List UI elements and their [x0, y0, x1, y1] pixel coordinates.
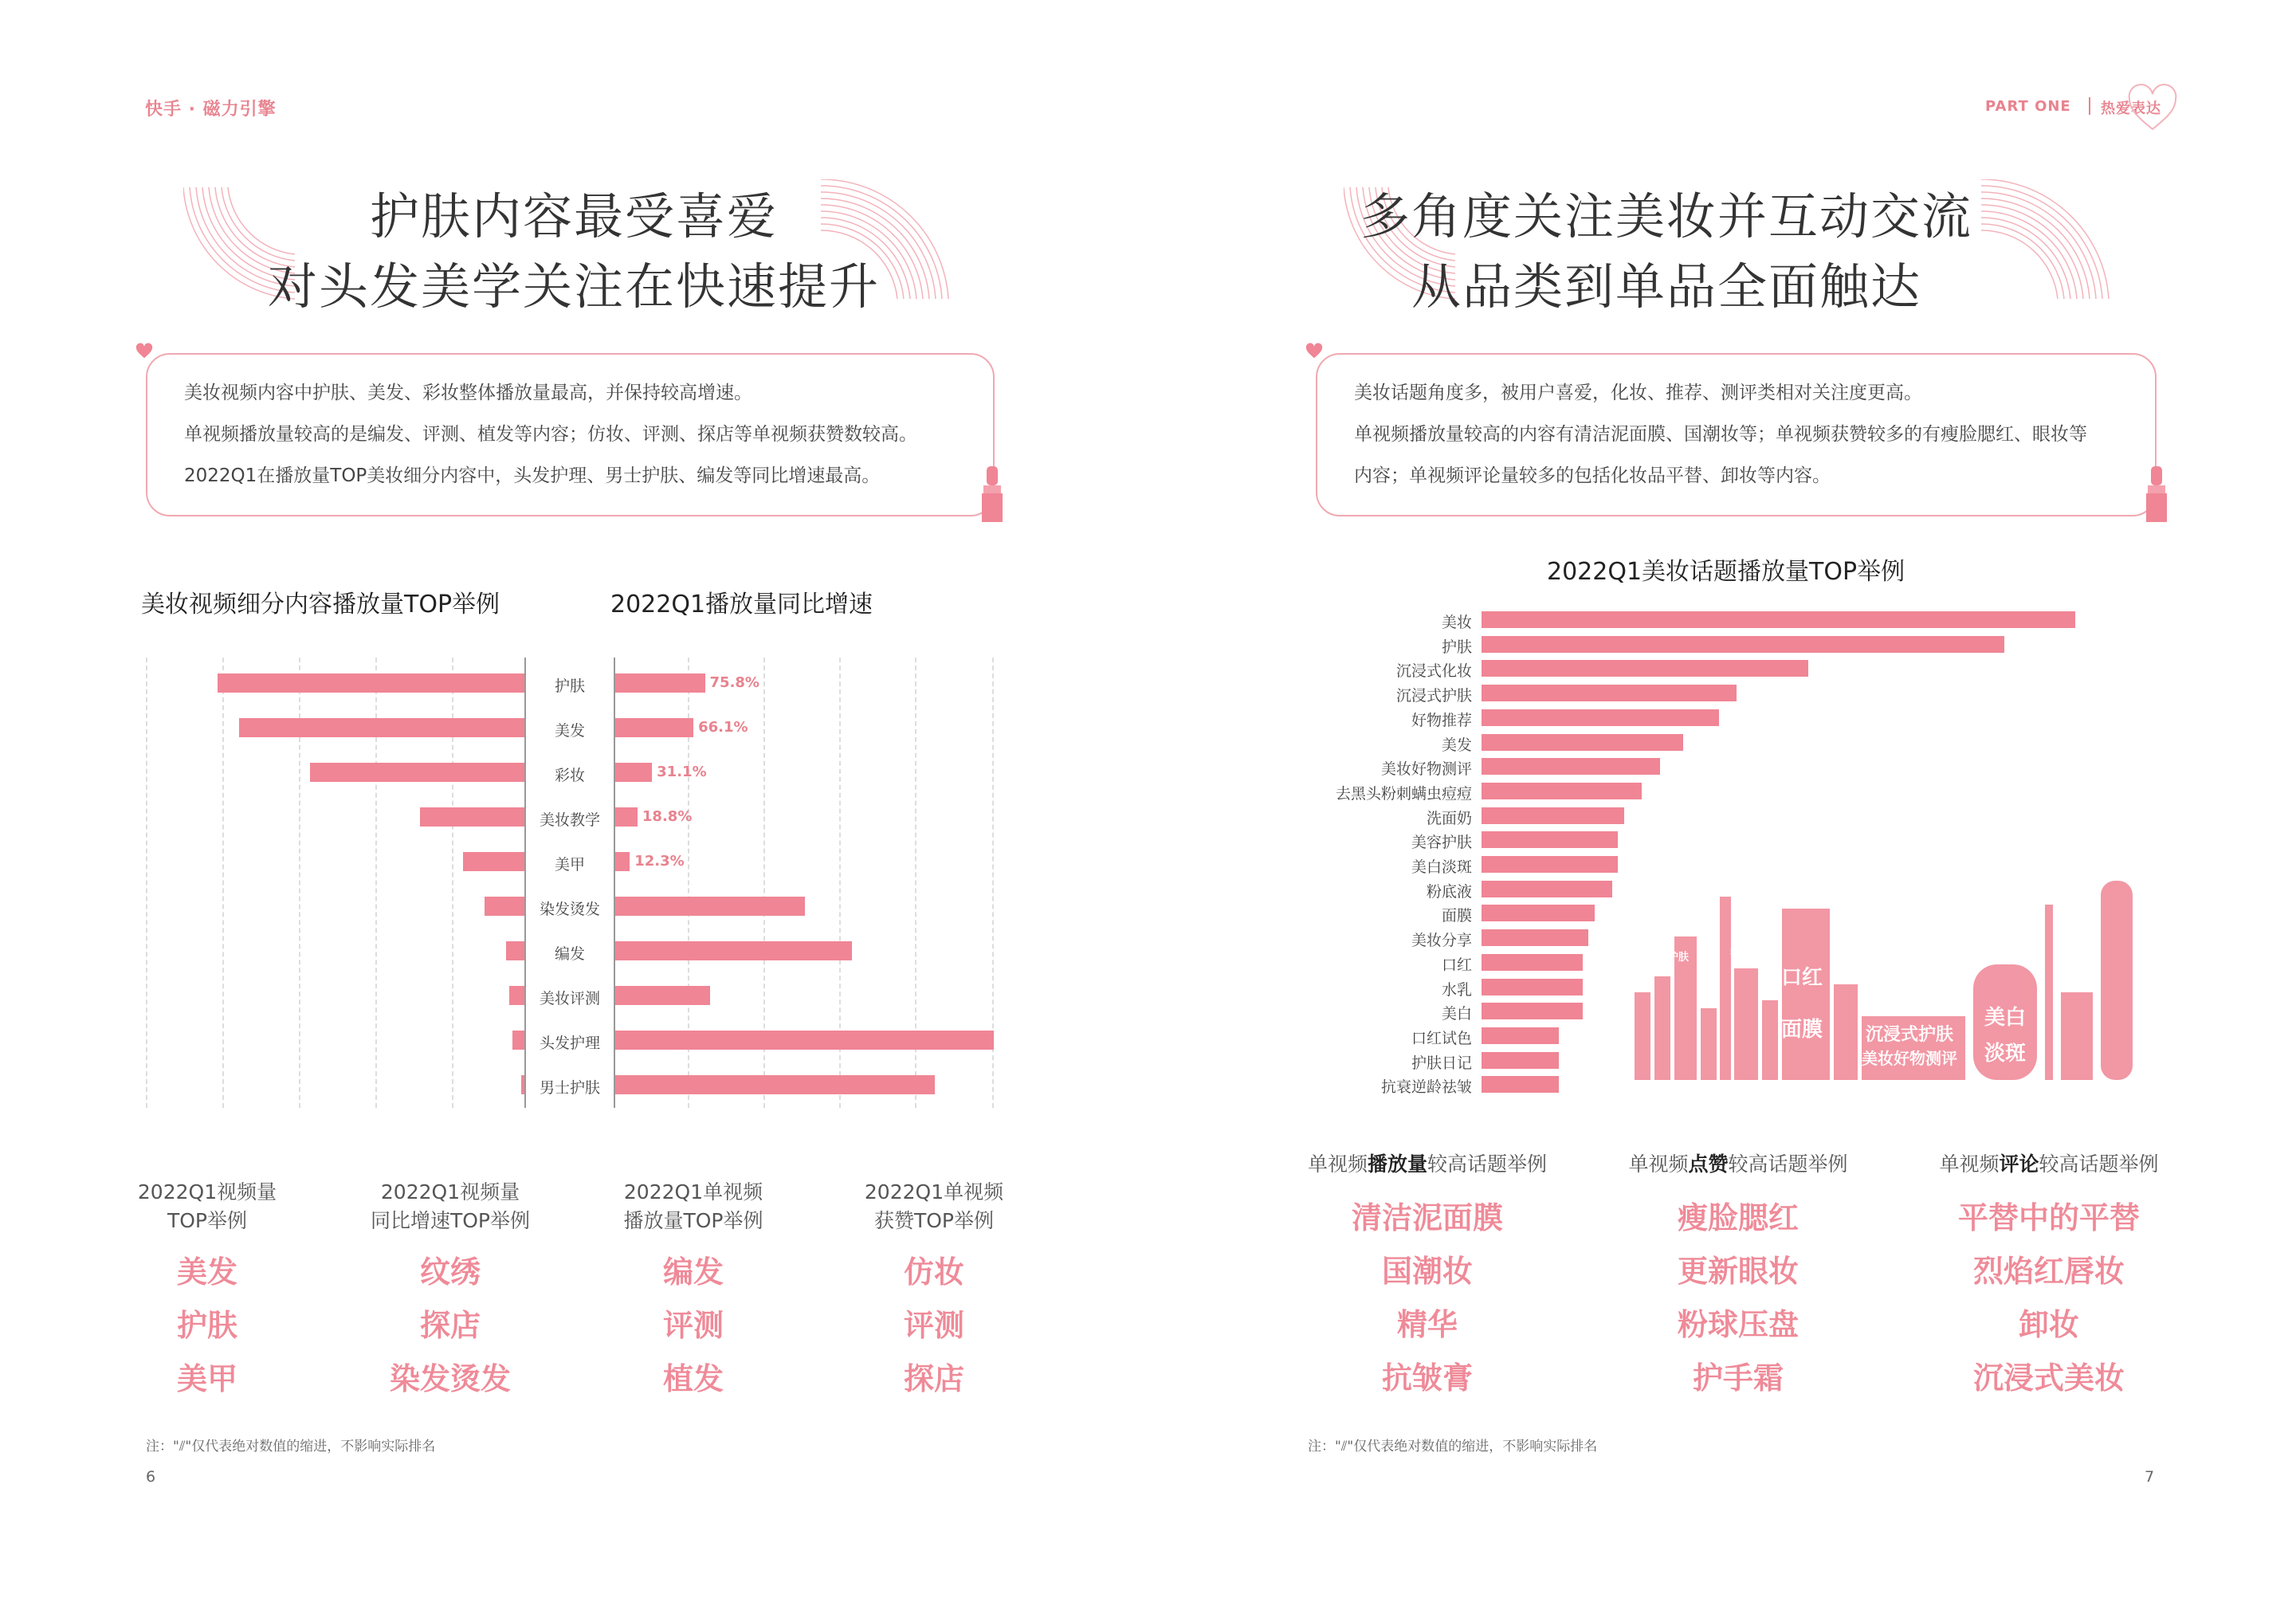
- category-label: 男士护肤: [539, 1079, 600, 1097]
- bar: [1482, 979, 1583, 995]
- bar: [1482, 1027, 1559, 1044]
- list-heading-pre: 单视频: [1307, 1152, 1368, 1176]
- category-label: 水乳: [1441, 980, 1472, 999]
- wordcloud-word: 面膜: [1780, 1018, 1823, 1042]
- list-heading: [1579, 1150, 1898, 1179]
- kuaishou-logo: 快手 · 磁力引擎: [145, 100, 277, 120]
- summary-line: 美妆话题角度多，被用户喜爱，化妆、推荐、测评类相对关注度更高。: [1354, 383, 1922, 403]
- data-label: 31.1%: [657, 764, 707, 780]
- category-label: 美容护肤: [1411, 834, 1472, 852]
- page-title-line1: 护肤内容最受喜爱: [369, 187, 778, 245]
- list-item: 瘦脸腮红: [1677, 1200, 1799, 1235]
- chart-left-title: 美妆视频细分内容播放量TOP举例: [141, 591, 500, 618]
- list-item: 纹绣: [419, 1255, 481, 1290]
- list-item: 美发: [176, 1255, 237, 1290]
- bar-left: [463, 852, 524, 871]
- list-item: 沉浸式美妆: [1972, 1361, 2125, 1396]
- list-heading: 同比增速TOP举例: [370, 1209, 531, 1232]
- list-heading-post: 较高话题举例: [1728, 1152, 1848, 1176]
- list-item: 美甲: [176, 1361, 237, 1396]
- summary-line: 单视频播放量较高的内容有清洁泥面膜、国潮妆等；单视频获赞较多的有瘦脸腮红、眼妆等: [1354, 424, 2087, 445]
- category-label: 护肤: [554, 677, 585, 695]
- list-item: 探店: [419, 1308, 481, 1343]
- list-item: 仿妆: [903, 1255, 964, 1290]
- list-heading: [1268, 1150, 1587, 1179]
- bar: [1482, 1003, 1583, 1019]
- category-label: 美妆分享: [1411, 932, 1472, 950]
- page-number: 7: [2145, 1468, 2155, 1486]
- bar: [1482, 709, 1719, 726]
- wordcloud-word: 沉浸式护肤: [1865, 1025, 1954, 1045]
- bar: [1482, 1052, 1559, 1069]
- list-item: 烈焰红唇妆: [1972, 1254, 2125, 1289]
- bar-left: [239, 718, 524, 737]
- bar-right: [615, 763, 652, 782]
- list-heading: 2022Q1视频量: [137, 1180, 277, 1204]
- category-label: 美妆: [1441, 614, 1472, 631]
- list-item: 编发: [662, 1255, 724, 1290]
- list-heading: 获赞TOP举例: [873, 1209, 995, 1232]
- right-page: [1148, 0, 2296, 1606]
- bar-right: [615, 718, 693, 737]
- list-item: 染发烫发: [389, 1361, 511, 1396]
- list-item: 更新眼妆: [1677, 1254, 1799, 1289]
- list-item: 评测: [662, 1308, 724, 1343]
- bar: [1482, 856, 1618, 873]
- list-heading-post: 较高话题举例: [2039, 1152, 2159, 1176]
- category-label: 口红试色: [1411, 1029, 1472, 1047]
- summary-line: 单视频播放量较高的是编发、评测、植发等内容；仿妆、评测、探店等单视频获赞数较高。: [184, 424, 917, 445]
- list-heading: 2022Q1单视频: [864, 1180, 1004, 1204]
- chart-title: 2022Q1美妆话题播放量TOP举例: [1547, 558, 1905, 586]
- category-label: 美发: [1441, 736, 1472, 754]
- bar-right: [615, 807, 638, 827]
- bar: [1482, 1076, 1559, 1093]
- gridline: [146, 658, 147, 1108]
- wordcloud-word: 美妆好物测评: [1862, 1049, 1957, 1068]
- list-heading-bold: 播放量: [1367, 1152, 1427, 1176]
- bar-right: [615, 1031, 994, 1050]
- gridline: [222, 658, 224, 1108]
- bar: [1482, 954, 1583, 971]
- part-label: PART ONE: [1985, 98, 2071, 115]
- category-label: 美甲: [554, 856, 585, 874]
- bar-left: [485, 897, 524, 916]
- category-label: 去黑头粉刺螨虫痘痘: [1335, 784, 1472, 803]
- category-label: 美妆教学: [539, 811, 600, 829]
- bar: [1482, 758, 1660, 775]
- summary-line: 2022Q1在播放量TOP美妆细分内容中，头发护理、男士护肤、编发等同比增速最高。: [184, 465, 881, 486]
- category-label: 粉底液: [1426, 882, 1472, 901]
- list-item: 国潮妆: [1381, 1254, 1473, 1289]
- list-heading: TOP举例: [167, 1209, 248, 1232]
- category-label: 洗面奶: [1426, 809, 1472, 827]
- list-item: 精华: [1396, 1307, 1458, 1342]
- list-item: 清洁泥面膜: [1351, 1200, 1503, 1235]
- page-title-line2: 从品类到单品全面触达: [1411, 257, 1921, 316]
- category-label: 好物推荐: [1411, 711, 1472, 729]
- data-label: 66.1%: [698, 719, 748, 736]
- wordcloud-word: 淡斑: [1984, 1042, 2027, 1066]
- category-label: 头发护理: [539, 1035, 600, 1052]
- list-item: 探店: [903, 1361, 964, 1396]
- list-item: 平替中的平替: [1957, 1200, 2140, 1235]
- bar-right: [615, 897, 805, 916]
- list-item: 抗皱膏: [1381, 1361, 1473, 1396]
- summary-line: 美妆视频内容中护肤、美发、彩妆整体播放量最高，并保持较高增速。: [184, 383, 752, 403]
- category-label: 护肤: [1441, 638, 1472, 656]
- list-heading-post: 较高话题举例: [1427, 1152, 1548, 1176]
- page-title-line1: 多角度关注美妆并互动交流: [1360, 187, 1972, 245]
- data-label: 12.3%: [634, 853, 685, 870]
- list-heading: 2022Q1单视频: [623, 1180, 763, 1204]
- bar-left: [506, 941, 524, 960]
- bar-right: [615, 673, 705, 693]
- wordcloud-word: 口红: [1780, 966, 1823, 990]
- bar-left: [512, 1031, 524, 1050]
- bar-left: [218, 673, 524, 693]
- category-label: 抗衰逆龄祛皱: [1380, 1078, 1472, 1097]
- list-item: 护肤: [176, 1308, 237, 1343]
- list-item: 植发: [662, 1361, 724, 1396]
- bar-right: [615, 941, 852, 960]
- bar: [1482, 905, 1595, 921]
- bar: [1482, 881, 1612, 897]
- list-item: 评测: [903, 1308, 964, 1343]
- wordcloud-skyline: [1631, 873, 2149, 1088]
- bar-left: [310, 763, 525, 782]
- category-label: 美妆好物测评: [1380, 760, 1472, 779]
- left-bar-chart: [0, 0, 1148, 1116]
- bar-left: [420, 807, 524, 827]
- wordcloud-word: 护肤: [1667, 952, 1690, 964]
- list-heading-bold: 点赞: [1688, 1152, 1729, 1176]
- data-label: 18.8%: [642, 808, 693, 825]
- list-heading-pre: 单视频: [1628, 1152, 1689, 1176]
- bar: [1482, 685, 1737, 701]
- category-label: 口红: [1441, 956, 1472, 974]
- page-title-line2: 对头发美学关注在快速提升: [267, 257, 880, 316]
- list-heading: 2022Q1视频量: [380, 1180, 520, 1204]
- list-item: 护手霜: [1692, 1361, 1784, 1396]
- bar: [1482, 611, 2075, 628]
- footnote: 注："⫽"仅代表绝对数值的缩进，不影响实际排名: [1308, 1439, 1598, 1455]
- footnote: 注："⫽"仅代表绝对数值的缩进，不影响实际排名: [146, 1439, 436, 1455]
- summary-line: 内容；单视频评论量较多的包括化妆品平替、卸妆等内容。: [1354, 465, 1831, 486]
- page-number: 6: [146, 1468, 156, 1486]
- wordcloud-word: 美发: [1729, 941, 1755, 956]
- category-label: 美白淡斑: [1411, 858, 1472, 876]
- section-label: 热爱表达: [2101, 100, 2161, 117]
- bar: [1482, 831, 1618, 848]
- category-label: 编发: [554, 945, 585, 963]
- bar-right: [615, 1075, 935, 1094]
- list-heading: 播放量TOP举例: [623, 1209, 763, 1232]
- category-label: 染发烫发: [539, 901, 600, 918]
- bar: [1482, 783, 1642, 799]
- chart-right-title: 2022Q1播放量同比增速: [610, 591, 873, 618]
- list-item: 卸妆: [2018, 1307, 2079, 1342]
- bar-left: [509, 986, 524, 1005]
- bar-right: [615, 986, 710, 1005]
- list-heading: [1890, 1150, 2208, 1179]
- bar-left: [521, 1075, 524, 1094]
- wordcloud-word: 美白: [1984, 1006, 2027, 1030]
- category-label: 美发: [554, 722, 585, 740]
- bar: [1482, 807, 1624, 824]
- bar: [1482, 734, 1683, 751]
- data-label: 75.8%: [709, 674, 759, 691]
- category-label: 面膜: [1441, 907, 1472, 925]
- bar-right: [615, 852, 630, 871]
- list-heading-pre: 单视频: [1939, 1152, 2000, 1176]
- category-label: 护肤日记: [1411, 1054, 1472, 1072]
- bar: [1482, 660, 1808, 677]
- list-heading-bold: 评论: [1999, 1152, 2039, 1176]
- bar: [1482, 929, 1588, 946]
- list-item: 粉球压盘: [1677, 1307, 1799, 1342]
- category-label: 沉浸式化妆: [1395, 662, 1472, 681]
- bar: [1482, 636, 2004, 653]
- category-label: 沉浸式护肤: [1395, 687, 1472, 705]
- category-label: 彩妆: [554, 767, 585, 784]
- category-label: 美妆评测: [539, 990, 600, 1007]
- category-label: 美白: [1441, 1005, 1472, 1023]
